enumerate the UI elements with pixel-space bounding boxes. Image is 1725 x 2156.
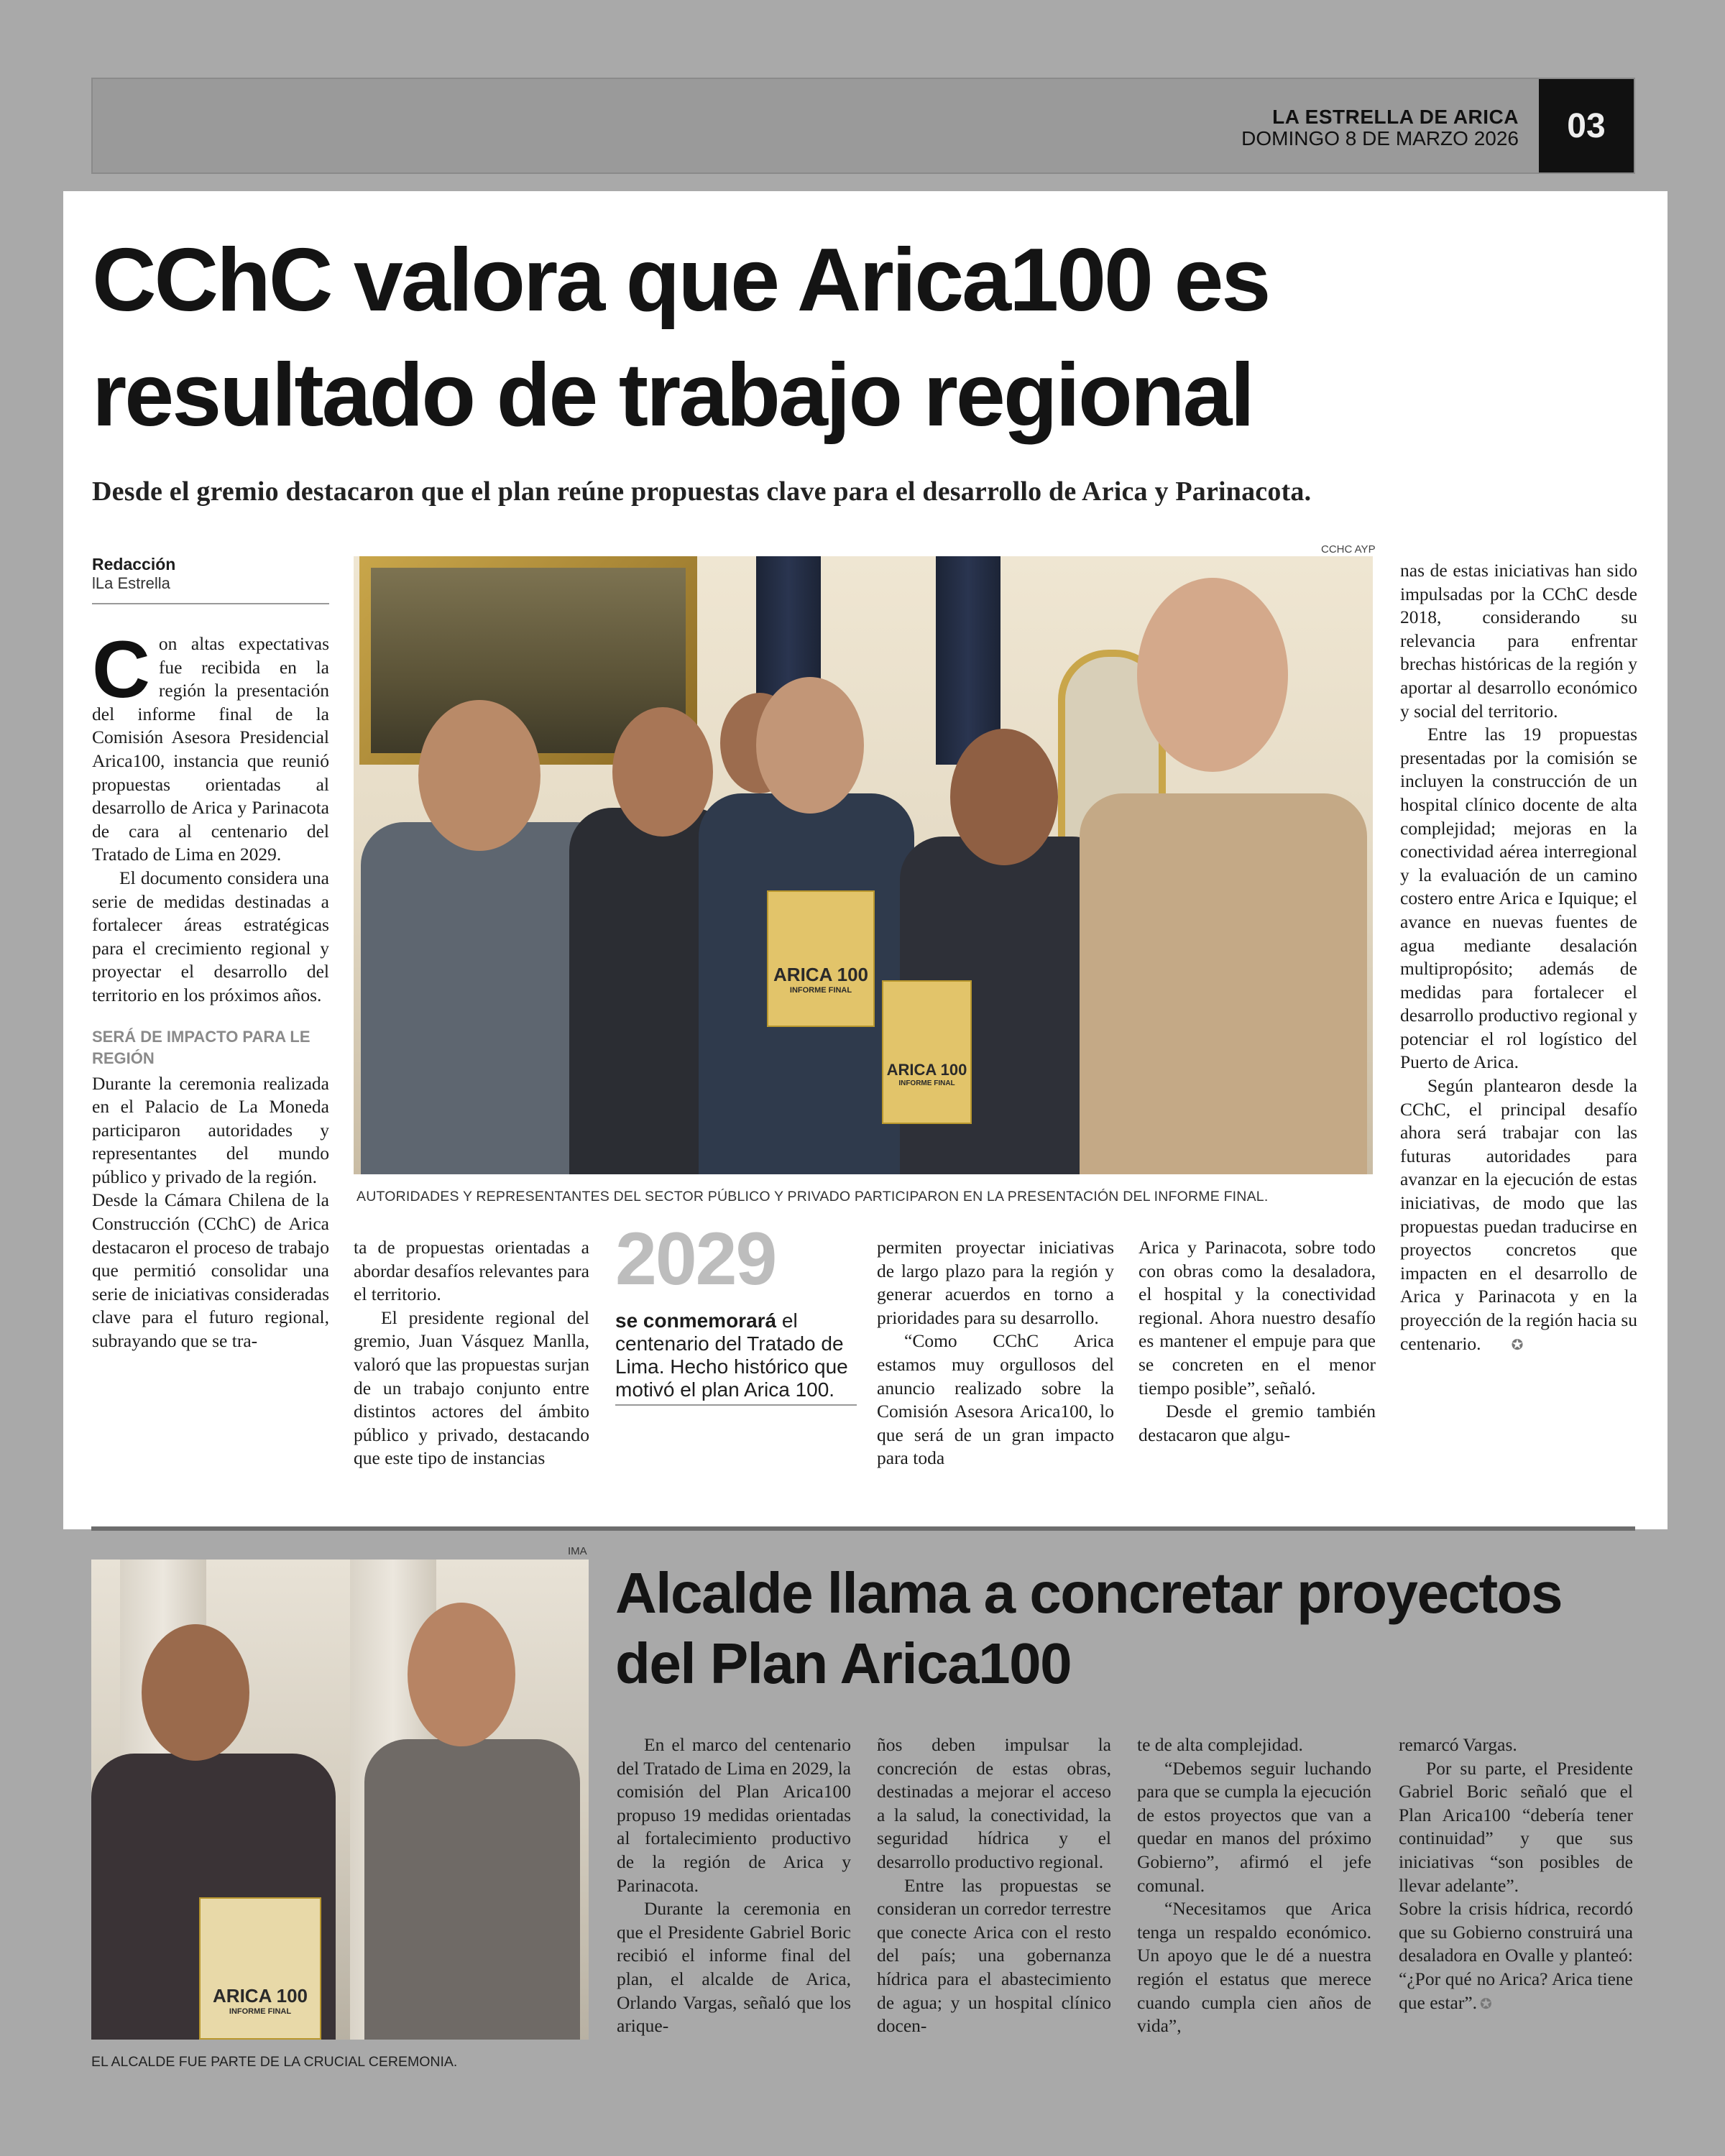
page-number: 03: [1539, 79, 1634, 172]
main-col1-p4: Desde la Cámara Chilena de la Construcción (CChC) de Arica destacaron el proceso de trabajo que permitió consolidar una serie de iniciativas consideradas clave para el futuro regional, subrayando que se tra-: [92, 1189, 329, 1352]
section-heading: SERÁ DE IMPACTO PARA LE REGIÓN: [92, 1027, 310, 1067]
main-col1-paragraph: [92, 625, 329, 867]
main-col2-p1: ta de propuestas orientadas a abordar desafíos relevantes para el territorio.: [354, 1237, 589, 1305]
header-text: [1241, 106, 1519, 149]
second-photo: [91, 1560, 589, 2040]
main-col1-p3: Durante la ceremonia realizada en el Palacio de La Moneda participaron autoridades y representantes del mundo público y privado de la región.: [92, 1072, 329, 1187]
publication-date: DOMINGO 8 DE MARZO 2026: [1241, 127, 1519, 149]
main-col5-paragraph-3: [1400, 1074, 1637, 1356]
second-column-2: [877, 1733, 1111, 2038]
main-subhead: Desde el gremio destacaron que el plan reúne propuestas clave para el desarrollo de Arica y Parinacota.: [92, 476, 1312, 507]
person-6-head: [1137, 578, 1288, 772]
person-4-head: [756, 677, 864, 814]
person-6-suit: [1080, 793, 1367, 1174]
dropcap: C: [92, 625, 150, 714]
end-mark-icon-2: ✪: [1480, 1994, 1492, 2012]
second-column-4: [1399, 1733, 1633, 2015]
main-col1-p1: on altas expectativas fue recibida en la región la presentación del informe final de la Comisión Asesora Presidencial Arica100, instancia que reunió propuestas orientadas al desarrollo de Arica y Parinacota de cara al centenario del Tratado de Lima en 2029.: [92, 633, 329, 865]
report-title-2: ARICA 100: [886, 1061, 967, 1079]
main-photo: [354, 556, 1373, 1174]
main-col5-p3: Según plantearon desde la CChC, el principal desafío ahora será trabajar con las futuras autoridades para avanzar en la ejecución de estas iniciativas, de modo que las propuestas puedan traducirse en proyectos concretos que impacten en el desarrollo de Arica y Parinacota y en la proyección de la región hacia su centenario.: [1400, 1075, 1637, 1354]
report-subtitle-3: INFORME FINAL: [229, 2007, 292, 2016]
main-column-4: [1138, 1236, 1376, 1447]
report-title-3: ARICA 100: [213, 1985, 308, 2007]
second-col1-p2: Durante la ceremonia en que el Presidente Gabriel Boric recibió el informe final del plan, el alcalde de Arica, Orlando Vargas, señaló que los arique-: [617, 1898, 851, 2037]
main-col3-p2: “Como CChC Arica estamos muy orgullosos del anuncio realizado sobre la Comisión Asesora Arica100, lo que será de un gran impacto para toda: [877, 1330, 1114, 1469]
main-column-1: [92, 625, 329, 1353]
main-column-2: [354, 1236, 589, 1470]
second-col4-p1: remarcó Vargas.: [1399, 1734, 1517, 1755]
second-col4-paragraph-3: [1399, 1897, 1633, 2015]
second-photo-credit: IMA: [568, 1545, 587, 1557]
main-col3-p1: permiten proyectar iniciativas de largo plazo para la región y generar acuerdos en torno a prioridades para su desarrollo.: [877, 1237, 1114, 1328]
main-col2-p2: El presidente regional del gremio, Juan Vásquez Manlla, valoró que las propuestas surjan de un trabajo conjunto entre distintos actores del ámbito público y privado, destacando que este tipo de instancias: [354, 1307, 589, 1469]
main-photo-credit: CCHC AYP: [1321, 543, 1376, 556]
companion-suit: [364, 1739, 580, 2040]
main-col1-p2: El documento considera una serie de medidas destinadas a fortalecer áreas estratégicas para el crecimiento regional y proyectar el desarrollo del territorio en los próximos años.: [92, 867, 329, 1005]
second-col2-p1: ños deben impulsar la concreción de estas obras, destinadas a mejorar el acceso a la salud, la conectividad, la seguridad hídrica y el desarrollo productivo regional.: [877, 1734, 1111, 1872]
page-header: [91, 78, 1635, 174]
main-col4-p1: Arica y Parinacota, sobre todo con obras como la desaladora, el hospital y la conectividad regional. Ahora nuestro desafío es mantener el empuje para que se concreten en el menor tiempo posible”, señaló.: [1138, 1237, 1376, 1399]
report-document-1: [767, 890, 875, 1027]
second-column-3: [1137, 1733, 1371, 2038]
report-document-2: [882, 980, 972, 1124]
main-article: [63, 191, 1668, 1529]
pull-quote-text: [615, 1309, 857, 1406]
report-title-1: ARICA 100: [773, 964, 868, 985]
main-column-5: [1400, 559, 1637, 1356]
report-subtitle-2: INFORME FINAL: [898, 1079, 955, 1087]
second-col3-p2: “Debemos seguir luchando para que se cumpla la ejecución de estos proyectos que van a quedar en manos del próximo Gobierno”, afirmó el jefe comunal.: [1137, 1757, 1371, 1896]
byline-name: Redacción: [92, 555, 176, 573]
pull-quote: [615, 1217, 857, 1406]
main-col5-p2: Entre las 19 propuestas presentadas por la comisión se incluyen la construcción de un hospital clínico docente de alta complejidad; mejoras en la conectividad aérea interregional y la evaluación de un camino costero entre Arica e Iquique; el avance en nuevas fuentes de agua mediante desalación multipropósito; además de medidas para fortalecer el desarrollo productivo regional y potenciar el rol logístico del Puerto de Arica.: [1400, 724, 1637, 1073]
main-photo-caption: AUTORIDADES Y REPRESENTANTES DEL SECTOR PÚBLICO Y PRIVADO PARTICIPARON EN LA PRESENTACIÓN DEL INFORME FINAL.: [356, 1189, 1269, 1204]
second-column-1: [617, 1733, 851, 2038]
pull-quote-bold: se conmemorará: [615, 1309, 777, 1332]
second-col4-p2: Por su parte, el Presidente Gabriel Boric señaló que el Plan Arica100 “debería tener continuidad” y que sus iniciativas “son posibles de llevar adelante”.: [1399, 1757, 1633, 1896]
mayor-head: [142, 1624, 249, 1761]
pull-quote-rest: el centenario del Tratado de Lima. Hecho histórico que motivó el plan Arica 100.: [615, 1309, 848, 1401]
byline-org: lLa Estrella: [92, 574, 170, 592]
byline: [92, 555, 329, 604]
second-col4-p3: Sobre la crisis hídrica, recordó que su Gobierno construirá una desaladora en Ovalle y planteó: “¿Por qué no Arica? Arica tiene que estar”.: [1399, 1898, 1633, 2013]
main-col4-p2: Desde el gremio también destacaron que algu-: [1138, 1401, 1376, 1445]
report-subtitle-1: INFORME FINAL: [789, 986, 852, 995]
person-1-head: [418, 700, 540, 851]
second-col3-p3: “Necesitamos que Arica tenga un respaldo económico. Un apoyo que le dé a nuestra región el estatus que merece cuando cumpla cien años de vida”,: [1137, 1898, 1371, 2037]
second-photo-caption: EL ALCALDE FUE PARTE DE LA CRUCIAL CEREMONIA.: [91, 2054, 458, 2070]
publication-name: LA ESTRELLA DE ARICA: [1272, 106, 1519, 128]
person-2-head: [612, 707, 713, 837]
second-col2-p2: Entre las propuestas se consideran un corredor terrestre que conecte Arica con el resto del país; una gobernanza hídrica para el abastecimiento de agua; y un hospital clínico docen-: [877, 1874, 1111, 2037]
companion-head: [408, 1603, 515, 1746]
main-column-3: [877, 1236, 1114, 1470]
article-divider: [91, 1526, 1635, 1531]
second-col3-p1: te de alta complejidad.: [1137, 1734, 1303, 1755]
report-document-3: [199, 1897, 321, 2040]
main-headline: CChC valora que Arica100 es resultado de trabajo regional: [92, 231, 1269, 445]
second-headline: Alcalde llama a concretar proyectos del Plan Arica100: [615, 1561, 1562, 1695]
end-mark-icon: ✪: [1511, 1335, 1524, 1353]
main-col5-p1: nas de estas iniciativas han sido impulsadas por la CChC desde 2018, considerando su relevancia para enfrentar brechas históricas de la región y aportar al desarrollo económico y social del territorio.: [1400, 560, 1637, 722]
pull-quote-year: 2029: [615, 1217, 776, 1301]
person-5-head: [950, 729, 1058, 865]
second-col1-p1: En el marco del centenario del Tratado de Lima en 2029, la comisión del Plan Arica100 propuso 19 medidas orientadas al fortalecimiento productivo de la región de Arica y Parinacota.: [617, 1734, 851, 1896]
